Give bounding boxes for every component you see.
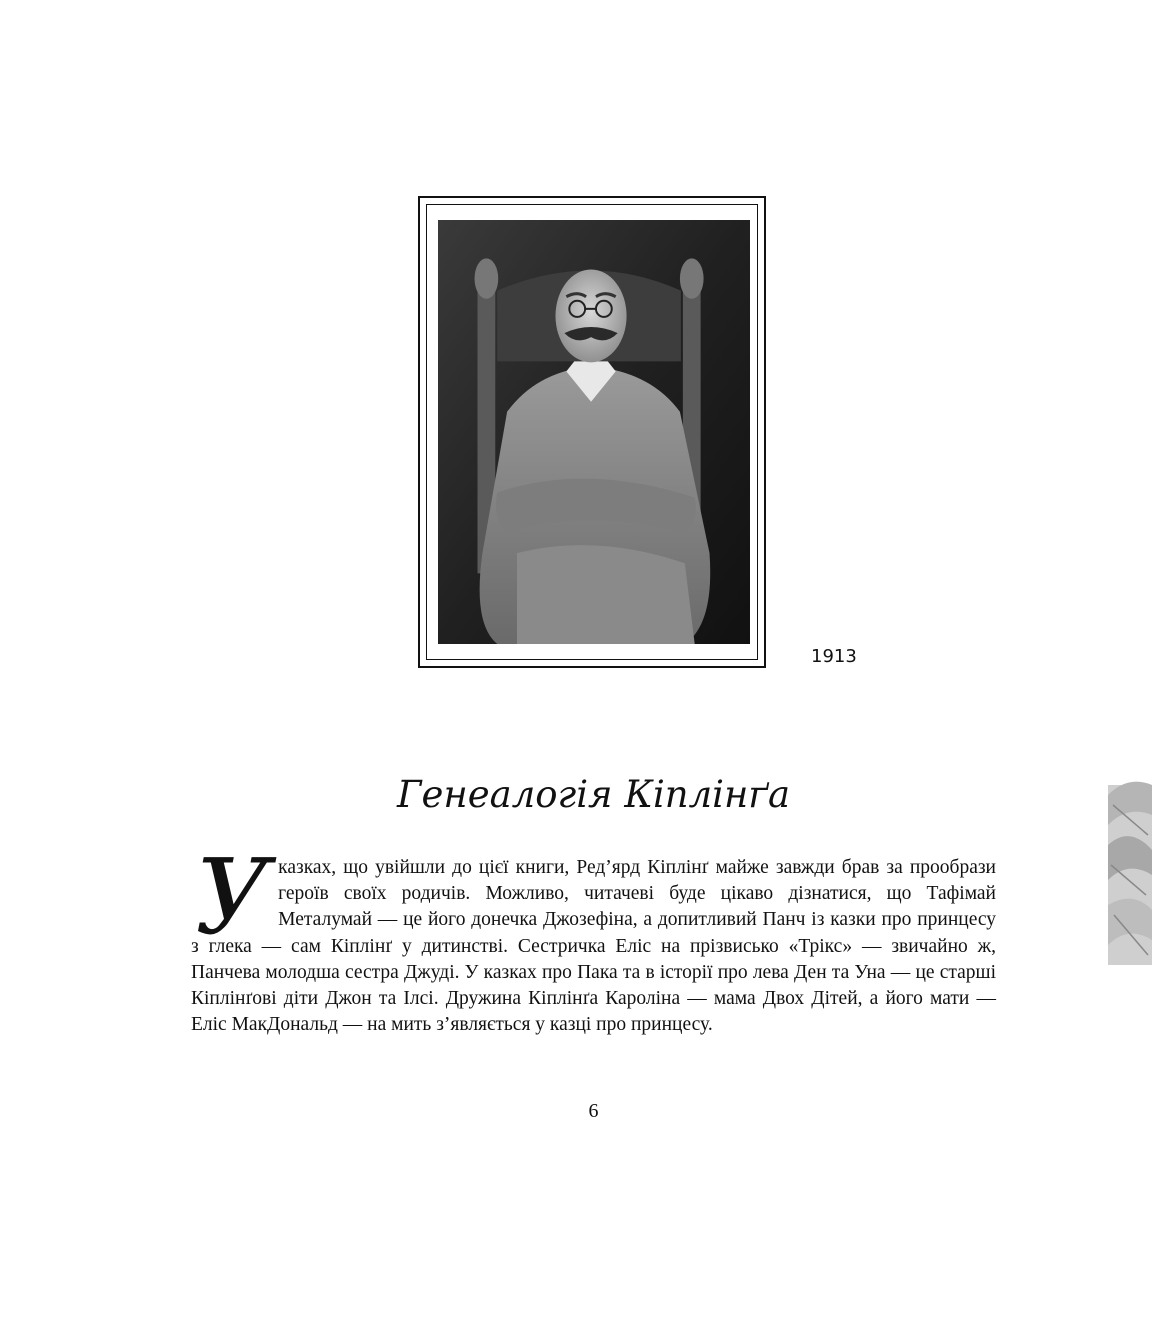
texture-illustration: [1108, 755, 1152, 975]
portrait-photo: [438, 220, 750, 644]
portrait-illustration: [438, 220, 750, 644]
drop-cap-letter: У: [195, 836, 271, 958]
portrait-photo-frame: [418, 196, 766, 668]
article-title: Генеалогія Кіплінґа: [396, 773, 791, 816]
article-body-text: казках, що увійшли до цієї книги, Ред’ярд Кіплінґ майже завжди брав за прообрази героїв своїх родичів. Можливо, читачеві буде цікаво дізнатися, що Тафімай Металумай — це його донечка Джозефіна, а допитливий Панч із казки про принцесу з глека — сам Кіплінґ у дитинстві. Сестричка Еліс на прізвисько «Трікс» — звичайно ж, Панчева молодша сестра Джуді. У казках про Пака та в історії про лева Ден та Уна — це старші Кіплінґові діти Джон та Ілсі. Дружина Кіплінґа Кароліна — мама Двох Дітей, а його мати — Еліс МакДональд — на мить з’являється у казці про принцесу.: [191, 857, 996, 1036]
edge-illustration-fragment: [1108, 755, 1152, 975]
photo-caption-year: 1913: [811, 646, 857, 667]
page-number: 6: [588, 1100, 599, 1122]
article-body: [191, 836, 996, 1038]
